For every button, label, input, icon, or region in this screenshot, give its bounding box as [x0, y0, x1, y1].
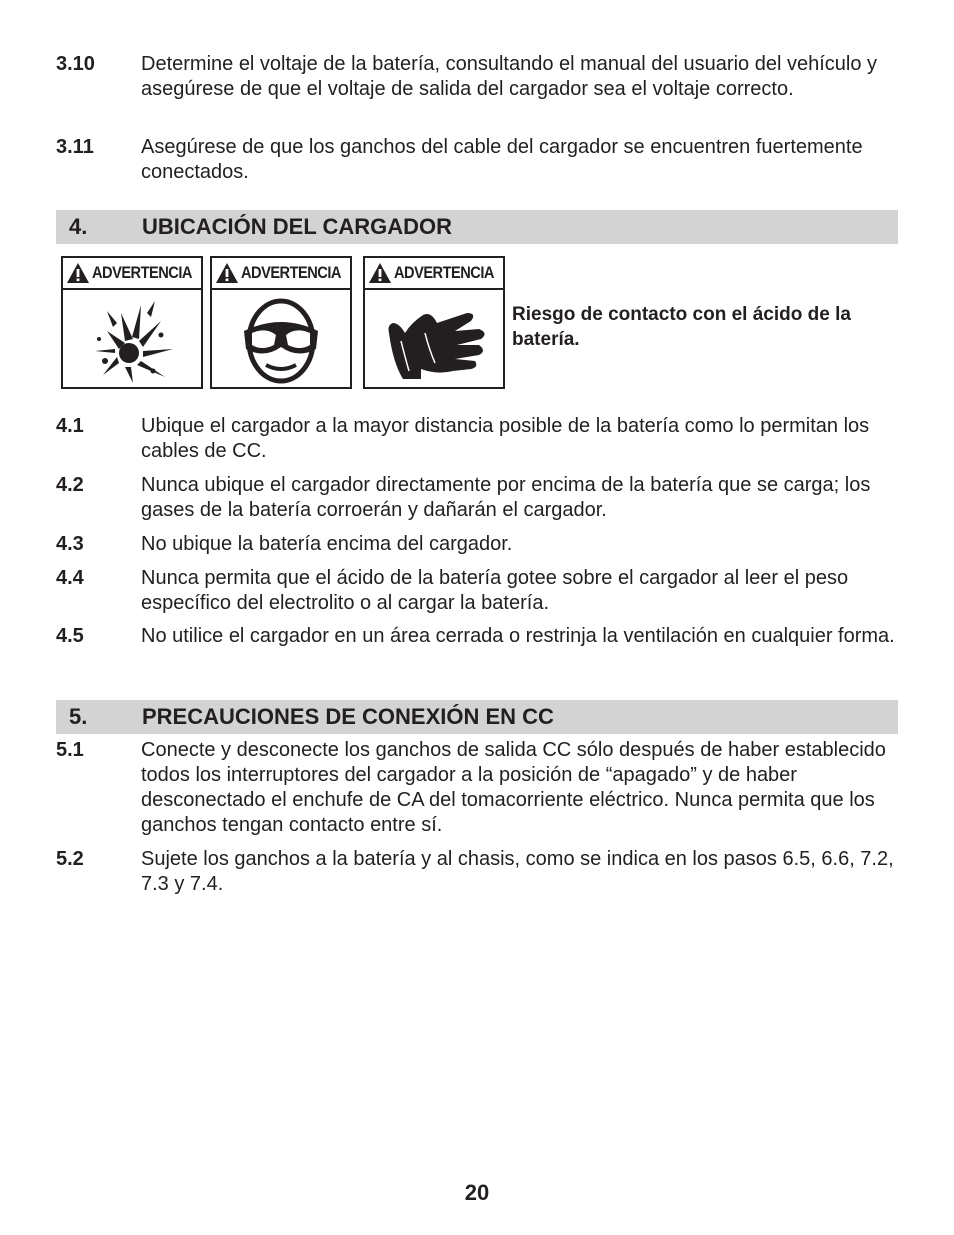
safety-goggles-icon [236, 293, 326, 385]
item-text: Ubique el cargador a la mayor distancia posible de la batería como lo permitan los cables de CC. [141, 415, 870, 462]
list-item-5-1 [56, 738, 901, 838]
section-title: PRECAUCIONES DE CONEXIÓN EN CC [142, 704, 554, 729]
warning-sign-explosion [61, 256, 203, 389]
item-number: 4.4 [56, 567, 84, 589]
section-number: 4. [69, 214, 88, 239]
item-number: 5.2 [56, 848, 84, 870]
item-text: Determine el voltaje de la batería, consultando el manual del usuario del vehículo y asegúrese de que el voltaje de salida del cargador sea el voltaje correcto. [141, 53, 877, 100]
item-text: Asegúrese de que los ganchos del cable del cargador se encuentren fuertemente conectados. [141, 136, 863, 183]
warning-header [212, 258, 350, 290]
page-number: 20 [464, 1180, 490, 1205]
item-number: 4.2 [56, 474, 84, 496]
item-number: 4.5 [56, 625, 84, 647]
item-number: 5.1 [56, 739, 84, 761]
warning-label: ADVERTENCIA [92, 263, 192, 282]
list-item-3-10 [56, 52, 901, 102]
list-item-3-11 [56, 135, 901, 185]
warning-triangle-icon [66, 262, 90, 284]
warning-triangle-icon [215, 262, 239, 284]
explosion-icon [77, 291, 187, 386]
warning-label: ADVERTENCIA [241, 263, 341, 282]
list-item-4-1 [56, 414, 901, 464]
section-4-header [56, 210, 898, 244]
warning-caption: Riesgo de contacto con el ácido de la batería. [512, 304, 851, 350]
protective-glove-icon [375, 293, 493, 385]
warning-triangle-icon [368, 262, 392, 284]
item-text: Sujete los ganchos a la batería y al chasis, como se indica en los pasos 6.5, 6.6, 7.2, 7.3 y 7.4. [141, 848, 894, 895]
item-text: No utilice el cargador en un área cerrada o restrinja la ventilación en cualquier forma. [141, 625, 895, 647]
list-item-5-2 [56, 847, 901, 897]
warning-header [365, 258, 503, 290]
item-text: Nunca permita que el ácido de la batería gotee sobre el cargador al leer el peso específico del electrolito o al cargar la batería. [141, 567, 849, 614]
item-text: Conecte y desconecte los ganchos de salida CC sólo después de haber establecido todos los interruptores del cargador a la posición de “apagado” y de haber desconectado el enchufe de CA del tomacorriente eléctrico. Nunca permita que los ganchos tengan contacto entre sí. [141, 739, 886, 836]
warning-header [63, 258, 201, 290]
warning-sign-glove [363, 256, 505, 389]
item-text: Nunca ubique el cargador directamente por encima de la batería que se carga; los gases de la batería corroerán y dañarán el cargador. [141, 474, 871, 521]
item-number: 4.1 [56, 415, 84, 437]
section-title: UBICACIÓN DEL CARGADOR [142, 214, 453, 239]
list-item-4-4 [56, 566, 901, 616]
section-5-header [56, 700, 898, 734]
warning-label: ADVERTENCIA [394, 263, 494, 282]
section-number: 5. [69, 704, 88, 729]
item-text: No ubique la batería encima del cargador. [141, 533, 513, 555]
item-number: 3.11 [56, 136, 94, 158]
list-item-4-2 [56, 473, 901, 523]
warning-sign-goggles [210, 256, 352, 389]
item-number: 4.3 [56, 533, 84, 555]
list-item-4-3 [56, 532, 901, 557]
item-number: 3.10 [56, 53, 95, 75]
list-item-4-5 [56, 624, 901, 649]
